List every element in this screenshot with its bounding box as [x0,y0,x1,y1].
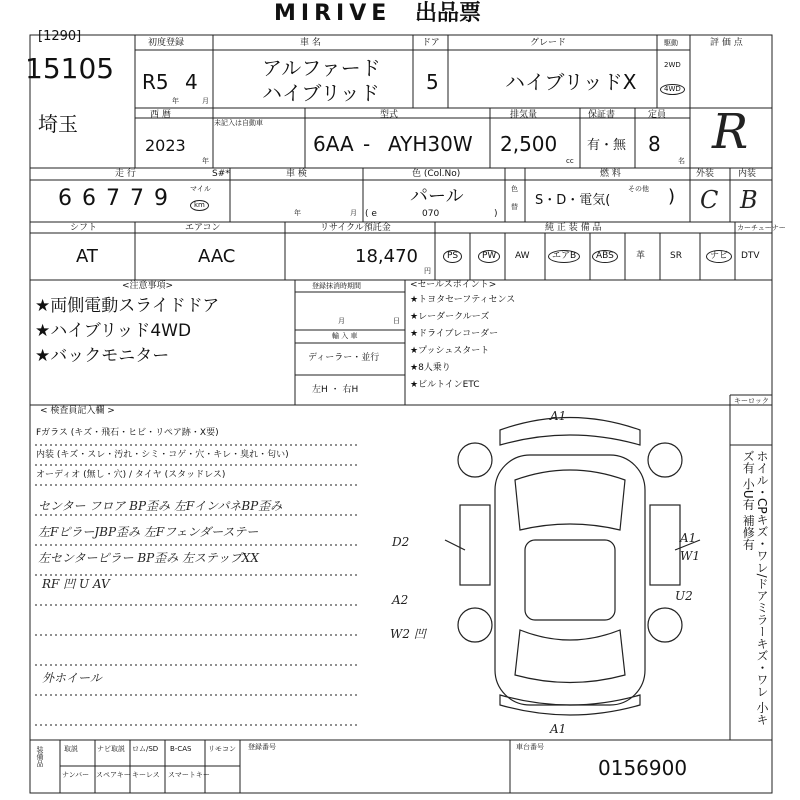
grade-value: ハイブリッドX [505,70,637,94]
label-inspection: 車 検 [286,169,307,179]
damage-label: A1 [550,722,567,736]
footer-item: ナビ取説 [97,745,125,753]
model-prefix: 6AA [313,132,354,156]
int-grade: B [740,186,758,214]
label-equipment: 純 正 装 備 品 [545,223,602,233]
note-item: ★バックモニター [35,346,170,366]
sales-point: ★レーダークルーズ [410,312,490,322]
damage-label: A1 [680,531,697,545]
doors-value: 5 [426,70,439,94]
label-inspector: < 検査員記入欄 > [40,406,115,416]
label-color-small: 色 [511,185,518,193]
label-sales-points: <セールスポイント> [410,280,497,290]
persons-suffix: 名 [678,157,685,165]
damage-label: D2 [392,535,410,549]
equip-pw: PW [478,250,500,263]
mileage-unit-km: km [190,200,209,211]
ext-grade: C [700,186,719,214]
yen-suffix: 円 [424,267,431,275]
handwriting-note: 左FピラーJBP歪み 左Fフェンダーステー [38,525,259,539]
label-recycle: リサイクル預託金 [320,223,391,233]
sales-point: ★ビルトインETC [410,380,480,390]
equip-sr: SR [670,251,682,261]
aircon-value: AAC [198,246,236,267]
drive-2wd: 2WD [664,61,681,69]
sales-point: ★8人乗り [410,363,451,373]
right-column-notes: ホイル・CPキズ・ワレ/ドアミラーキズ・ワレ 小キズ有 小U有 補修有 [741,450,769,726]
label-aircon: エアコン [185,223,221,233]
note-item: ★ハイブリッド4WD [35,321,192,341]
label-car-name: 車 名 [300,38,321,48]
exit-month: 月 [338,317,345,325]
import-type: ディーラー・並行 [308,353,380,363]
label-drive: 駆動 [664,39,678,47]
cc-suffix: cc [566,157,574,165]
handwriting-note: センター フロア BP歪み 左FインパネBP歪み [38,499,283,513]
damage-label: U2 [675,589,693,603]
footer-item: リモコン [208,745,236,753]
footer-item: スペアキー [96,771,131,779]
mileage-unit-mile: マイル [190,185,211,193]
equip-ps: PS [443,250,462,263]
handwriting-note: 外ホイール [42,671,102,685]
label-color: 色 (Col.No) [412,169,461,179]
shift-value: AT [76,246,98,267]
exit-day: 日 [393,317,400,325]
year-suffix-2: 年 [202,157,209,165]
label-first-reg: 初度登録 [148,38,185,48]
label-import: 輸 入 車 [332,332,358,340]
lot-code: [1290] [38,29,82,44]
seats-value: 8 [648,132,661,156]
sales-point: ★プッシュスタート [410,346,490,356]
footer-item: ナンバー [62,771,90,779]
equip-navi: ナビ [706,250,732,263]
label-reg-date: 登録抹消時期間 [312,282,361,290]
inspector-line: Fガラス (キズ・飛石・ヒビ・リペア跡・X要) [36,428,219,438]
footer-item: スマートキー [168,771,210,779]
label-ext: 外装 [696,169,715,179]
note-item: ★両側電動スライドドア [35,296,220,316]
footer-item: 取説 [64,745,78,753]
sales-point: ★ドライブレコーダー [410,329,499,339]
reg-era: R5 [142,70,169,94]
label-mileage: 走 行 [115,169,136,179]
recycle-value: 18,470 [355,246,418,267]
label-shift: シフト [70,223,98,233]
fuel-other: その他 [628,185,649,193]
inspection-paren: ( e [365,209,377,219]
reg-month: 4 [185,70,198,94]
label-typ-note: 未記入は自動車 [214,119,263,127]
label-car-tuner: カーチューナー [737,224,786,232]
inspector-line: 内装 (キズ・スレ・汚れ・シミ・コゲ・穴・キレ・臭れ・匂い) [36,450,289,460]
region: 埼玉 [38,112,78,136]
label-warranty: 保証書 [588,110,616,120]
label-fuel: 燃 料 [600,169,621,179]
footer-label: 装備品 [36,746,44,767]
fuel-value: S・D・電気( [535,193,611,208]
label-seats: 定員 [648,110,667,120]
label-doors: ドア [422,38,440,48]
inspector-line: オーディオ (無し・穴) / タイヤ (スタッドレス) [36,470,226,480]
year-value: 2023 [145,136,186,155]
sheet-title: 出品票 [415,1,482,26]
label-key-lock: キーロック [734,397,769,405]
month-suffix: 月 [202,97,209,105]
handwriting-note: RF 凹 U AV [42,577,110,591]
damage-label: W2 凹 [390,627,426,641]
brand-logo: MIRIVE [274,1,392,26]
label-sno: S#* [212,169,230,179]
inspection-num: 070 [422,209,440,219]
equip-abs: ABS [592,250,618,263]
damage-label: A2 [392,593,409,607]
inspection-month: 月 [350,209,357,217]
footer-item: ロム/SD [132,745,159,753]
footer-item: キーレス [132,771,160,779]
chassis-number: 0156900 [598,756,688,780]
model-code: AYH30W [388,132,473,156]
label-notes: <注意事項> [122,281,174,291]
damage-label: A1 [550,409,567,423]
car-diagram [390,400,720,740]
equip-leather: 革 [636,251,646,261]
mileage-digit: 9 [154,186,178,211]
label-int: 内装 [738,169,757,179]
mileage-digit: 7 [106,186,130,211]
displacement-value: 2,500 [500,132,558,156]
label-grade: グレード [530,38,567,48]
damage-label: W1 [680,549,700,563]
equip-aw: AW [515,251,530,261]
label-auction-no: 車台番号 [516,743,544,751]
sales-point: ★トヨタセーフティセンス [410,295,516,305]
equip-airbag: エアB [548,250,580,263]
car-name-2: ハイブリッド [262,81,380,105]
inspection-year: 年 [294,209,301,217]
color-value: パール [410,186,464,207]
lot-number: 15105 [25,52,115,85]
label-displacement: 排気量 [510,110,538,120]
steering: 左H ・ 右H [312,385,359,395]
label-change: 替 [511,203,518,211]
model-dash: - [363,132,371,156]
footer-item: B-CAS [170,745,192,753]
label-seireki: 西 暦 [150,110,171,120]
equip-dtv: DTV [741,251,760,261]
drive-4wd: 4WD [660,84,685,95]
year-suffix: 年 [172,97,179,105]
label-reg-no: 登録番号 [248,743,276,751]
score-value: R [712,104,749,160]
mileage-digits [58,188,178,210]
label-model: 型式 [380,110,399,120]
inspection-paren-end: ) [494,209,498,219]
warranty-value: 有・無 [587,138,627,153]
car-name-1: アルファード [262,56,381,80]
mileage-digit: 7 [130,186,154,211]
mileage-digit: 6 [82,186,106,211]
mileage-digit: 6 [58,186,82,211]
label-evaluation: 評 価 点 [710,38,743,48]
fuel-end: ) [668,186,676,207]
handwriting-note: 左センターピラー BP歪み 左ステップXX [38,551,259,565]
